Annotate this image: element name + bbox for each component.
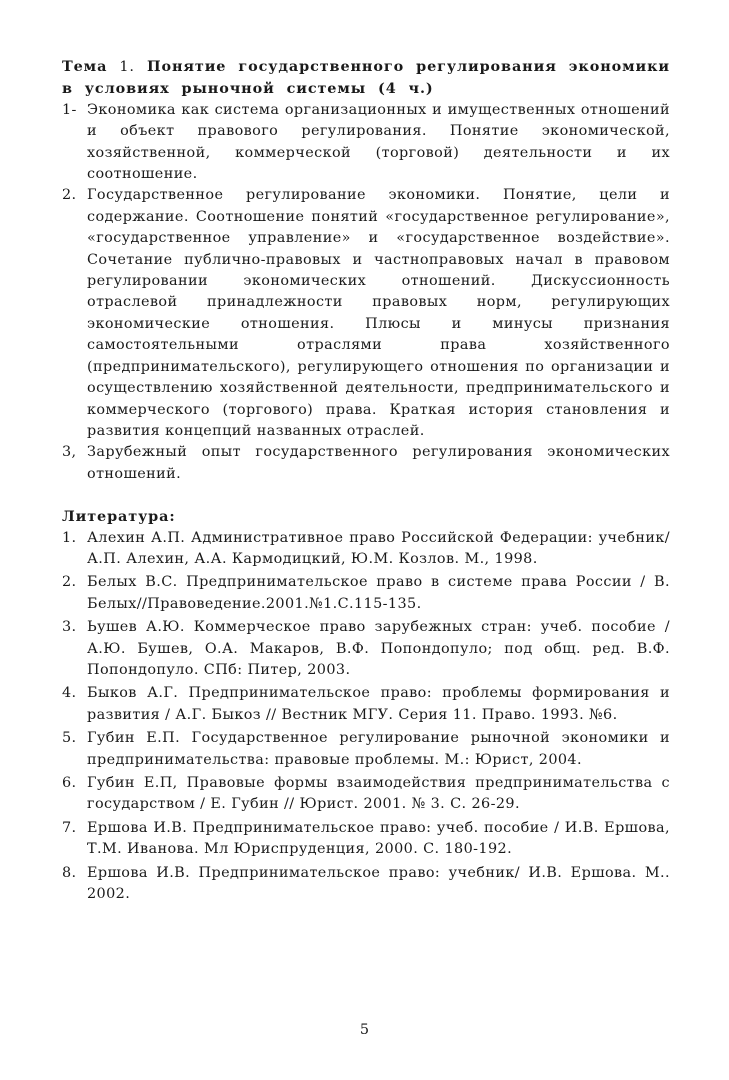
literature-list <box>62 528 670 906</box>
reference-text: Губин Е.П. Государственное регулирование рыночной экономики и предпринимательства: правовые проблемы. М.: Юрист, 2004. <box>87 730 670 768</box>
list-marker: 3, <box>62 444 77 461</box>
list-marker: 1. <box>62 529 77 546</box>
list-item <box>62 100 670 186</box>
reference-text: Ершова И.В. Предпринимательское право: учебник/ И.В. Ершова. М.. 2002. <box>87 864 670 903</box>
list-marker: 2. <box>62 574 77 591</box>
reference-text: Алехин А.П. Административное право Российской Федерации: учебник/ А.П. Алехин, А.А. Кармодицкий, Ю.М. Козлов. М., 1998. <box>87 529 670 567</box>
list-item-text: Зарубежный опыт государственного регулирования экономических отношений. <box>87 444 670 482</box>
list-marker: 2. <box>62 187 77 204</box>
list-marker: 4. <box>62 685 77 702</box>
list-item <box>62 185 670 442</box>
list-item <box>62 572 670 615</box>
list-item <box>62 528 670 571</box>
page-number: 5 <box>359 1022 370 1038</box>
topic-title: Понятие государственного регулирования экономики в условиях рыночной системы (4 ч.) <box>62 58 670 98</box>
list-item <box>62 863 670 906</box>
literature-heading: Литература: <box>62 508 176 526</box>
list-marker: 5. <box>62 730 77 747</box>
list-marker: 1- <box>62 101 77 118</box>
reference-text: Быков А.Г. Предпринимательское право: проблемы формирования и развития / А.Г. Быкоз // Вестник МГУ. Серия 11. Право. 1993. №6. <box>87 685 670 723</box>
document-page <box>62 56 670 907</box>
list-marker: 3. <box>62 619 77 636</box>
reference-text: Губин Е.П, Правовые формы взаимодействия предпринимательства с государством / Е. Губин // Юрист. 2001. № 3. С. 26-29. <box>87 775 670 813</box>
topic-label: Тема <box>62 58 108 75</box>
list-item <box>62 728 670 771</box>
topic-heading <box>62 56 670 100</box>
list-marker: 7. <box>62 819 77 836</box>
list-marker: 8. <box>62 864 77 881</box>
list-item <box>62 818 670 861</box>
list-item <box>62 617 670 681</box>
list-marker: 6. <box>62 775 77 791</box>
reference-text: Белых В.С. Предпринимательское право в системе права России / В. Белых//Правоведение.2001.№1.С.115-135. <box>87 574 670 612</box>
reference-text: Ершова И.В. Предпринимательское право: учеб. пособие / И.В. Ершова, Т.М. Иванова. Мл Юриспруденция, 2000. С. 180-192. <box>87 819 670 858</box>
list-item <box>62 773 670 816</box>
list-item <box>62 683 670 726</box>
topic-questions-list <box>62 100 670 485</box>
list-item-text: Экономика как система организационных и имущественных отношений и объект правового регулирования. Понятие экономической, хозяйственной, коммерческой (торговой) деятельности и их соотношение. <box>87 101 670 183</box>
topic-number: 1. <box>119 59 135 75</box>
list-item-text: Государственное регулирование экономики. Понятие, цели и содержание. Соотношение понятий «государственное регулирование», «государственное управление» и «государственное воздействие». Сочетание публично-правовых и частноправовых начал в правовом регулировании экономических отношений. Дискуссионность отраслевой принадлежности правовых норм, регулирующих экономические отношения. Плюсы и минусы признания самостоятельными отраслями права хозяйственного (предпринимательского), регулирующего отношения по организации и осуществлению хозяйственной деятельности, предпринимательского и коммерческого (торгового) права. Краткая история становления и развития концепций названных отраслей. <box>87 187 670 439</box>
reference-text: Ьушев А.Ю. Коммерческое право зарубежных стран: учеб. пособие / А.Ю. Бушев, О.А. Макаров, В.Ф. Попондопуло; под общ. ред. В.Ф. Попондопуло. СПб: Питер, 2003. <box>87 619 670 678</box>
list-item <box>62 442 670 485</box>
